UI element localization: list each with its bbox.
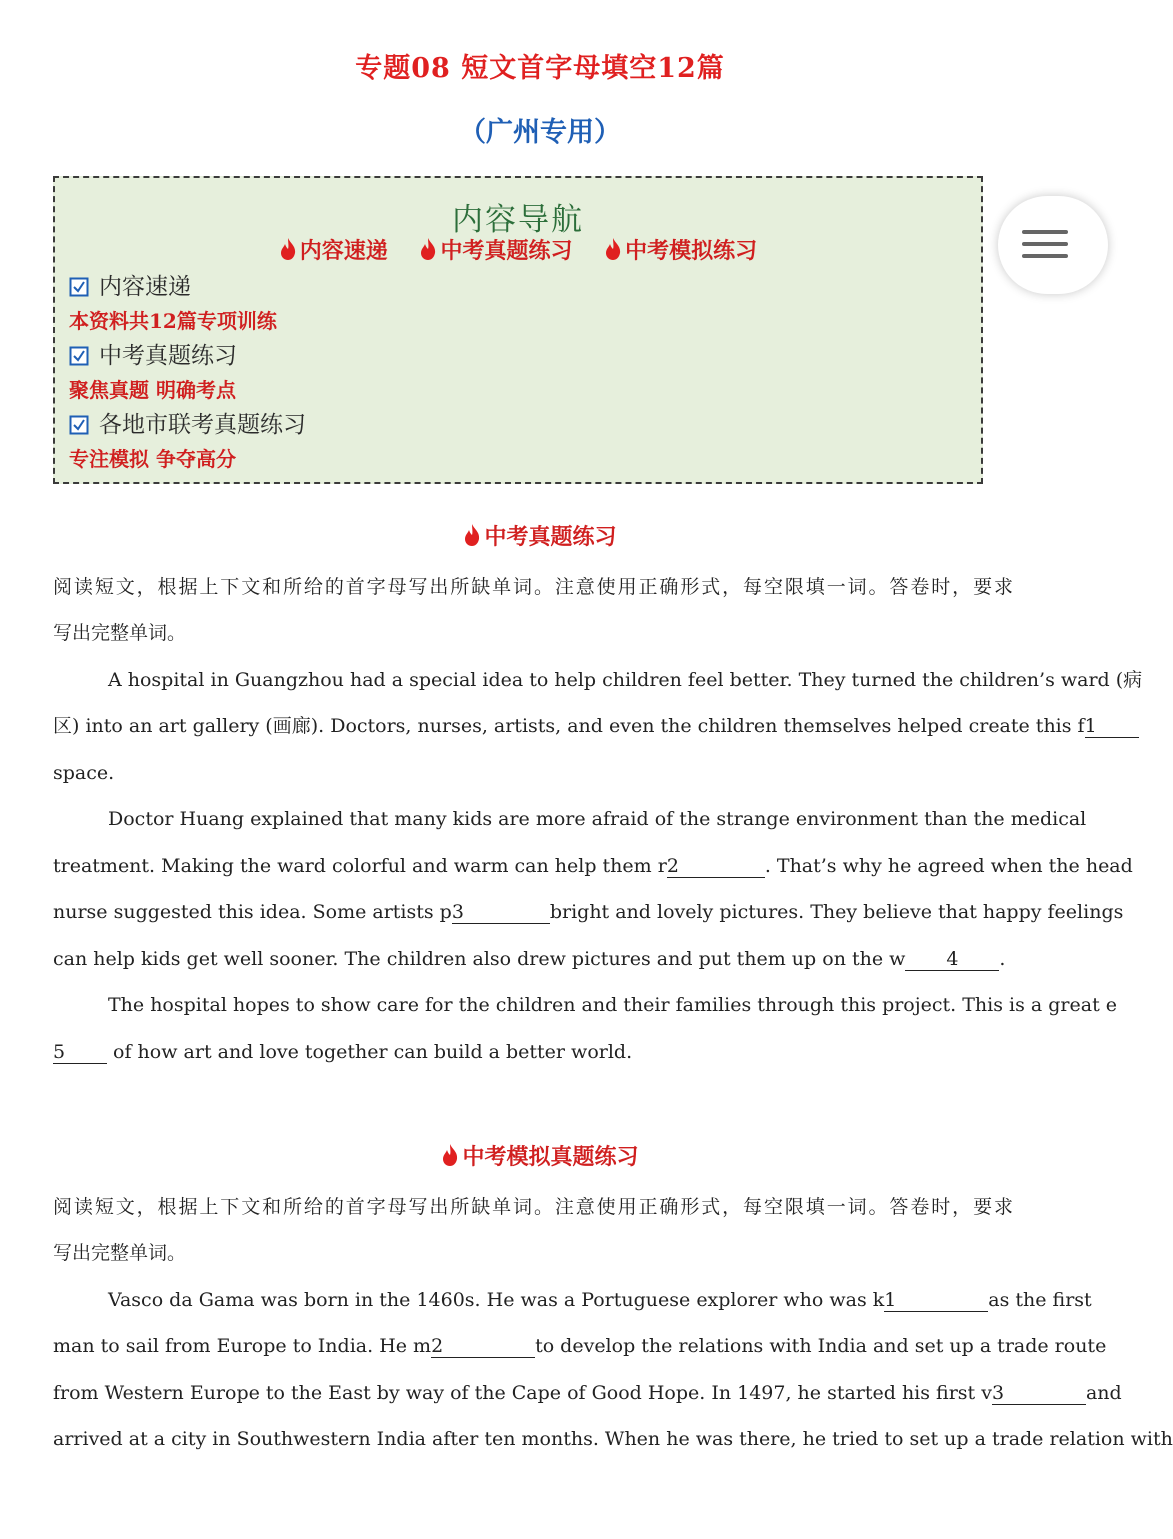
instruction-line: 写出完整单词。 bbox=[53, 1242, 187, 1264]
nav-section-sub: 专注模拟 争夺高分 bbox=[69, 447, 236, 471]
page-subtitle: （广州专用） bbox=[459, 117, 621, 148]
instruction-line: 阅读短文，根据上下文和所给的首字母写出所缺单词。注意使用正确形式，每空限填一词。答卷时，要求 bbox=[53, 1196, 1013, 1218]
passage-text: as the first bbox=[988, 1289, 1092, 1311]
passage-line bbox=[53, 1323, 1107, 1369]
passage-line bbox=[53, 936, 1013, 982]
answer-blank[interactable]: 5 bbox=[53, 1041, 107, 1064]
passage-text: of how art and love together can build a better world. bbox=[113, 1041, 633, 1063]
nav-heading: 内容导航 bbox=[452, 202, 584, 238]
passage-line: The hospital hopes to show care for the children and their families through this project. This is a great e bbox=[108, 994, 1117, 1016]
passage-text: treatment. Making the ward colorful and warm can help them r bbox=[53, 855, 667, 877]
passage-text: bright and lovely pictures. They believe that happy feelings bbox=[549, 901, 1124, 923]
nav-links bbox=[55, 234, 981, 265]
passage-text: . That’s why he agreed when the head bbox=[764, 855, 1133, 877]
checkbox-icon bbox=[69, 277, 89, 297]
nav-link-label: 内容速递 bbox=[299, 238, 388, 264]
section-title bbox=[0, 520, 1080, 551]
flame-icon bbox=[441, 1143, 459, 1167]
menu-icon-bar bbox=[1022, 242, 1068, 246]
checkbox-icon bbox=[69, 415, 89, 435]
passage-line bbox=[53, 889, 1124, 935]
page-title: 专题08 短文首字母填空12篇 bbox=[355, 53, 725, 84]
answer-blank[interactable]: 1 bbox=[1085, 715, 1139, 738]
instruction-line: 阅读短文，根据上下文和所给的首字母写出所缺单词。注意使用正确形式，每空限填一词。答卷时，要求 bbox=[53, 576, 1013, 598]
passage-line bbox=[108, 1277, 1092, 1323]
passage-line: arrived at a city in Southwestern India after ten months. When he was there, he tried to set up a trade relation with bbox=[53, 1428, 1173, 1450]
nav-link-real-exam[interactable] bbox=[419, 234, 572, 265]
answer-blank[interactable]: 4 bbox=[905, 948, 999, 971]
flame-icon bbox=[604, 237, 622, 261]
passage-line bbox=[53, 843, 1133, 889]
passage-line bbox=[53, 1370, 1122, 1416]
content-navigation-box bbox=[53, 176, 983, 484]
passage-line: A hospital in Guangzhou had a special idea to help children feel better. They turned the children’s ward (病 bbox=[108, 669, 1143, 691]
nav-link-content-express[interactable] bbox=[279, 234, 388, 265]
passage-text: . bbox=[999, 948, 1006, 970]
nav-link-label: 中考真题练习 bbox=[440, 238, 573, 264]
section-title-text: 中考模拟真题练习 bbox=[462, 1144, 639, 1170]
nav-section-sub: 本资料共12篇专项训练 bbox=[69, 309, 277, 333]
section-title bbox=[0, 1140, 1080, 1171]
passage-text: 区) into an art gallery (画廊). Doctors, nurses, artists, and even the children themselves helped create this f bbox=[53, 715, 1085, 737]
menu-icon-bar bbox=[1022, 254, 1068, 258]
passage-text: Vasco da Gama was born in the 1460s. He was a Portuguese explorer who was k bbox=[108, 1289, 885, 1311]
passage-text: nurse suggested this idea. Some artists p bbox=[53, 901, 452, 923]
checkbox-icon bbox=[69, 346, 89, 366]
passage-text: man to sail from Europe to India. He m bbox=[53, 1335, 432, 1357]
nav-section-label: 各地市联考真题练习 bbox=[99, 412, 306, 438]
nav-section-label: 中考真题练习 bbox=[99, 343, 237, 369]
answer-blank[interactable]: 3 bbox=[992, 1382, 1086, 1405]
nav-section-content-express[interactable] bbox=[69, 268, 191, 301]
passage-line: Doctor Huang explained that many kids are more afraid of the strange environment than the medical bbox=[108, 808, 1087, 830]
answer-blank[interactable]: 2 bbox=[431, 1335, 535, 1358]
nav-section-sub: 聚焦真题 明确考点 bbox=[69, 378, 236, 402]
passage-text: and bbox=[1085, 1382, 1122, 1404]
passage-text: from Western Europe to the East by way of the Cape of Good Hope. In 1497, he started his first v bbox=[53, 1382, 992, 1404]
flame-icon bbox=[279, 237, 297, 261]
answer-blank[interactable]: 2 bbox=[667, 855, 765, 878]
answer-blank[interactable]: 3 bbox=[452, 901, 550, 924]
nav-section-real-exam[interactable] bbox=[69, 337, 237, 370]
passage-text: to develop the relations with India and set up a trade route bbox=[535, 1335, 1107, 1357]
menu-button[interactable] bbox=[998, 196, 1108, 294]
passage-line: space. bbox=[53, 762, 115, 784]
menu-icon bbox=[1022, 230, 1068, 234]
nav-link-mock-exam[interactable] bbox=[604, 234, 757, 265]
nav-section-label: 内容速递 bbox=[99, 274, 191, 300]
passage-line bbox=[53, 1029, 1013, 1075]
answer-blank[interactable]: 1 bbox=[884, 1289, 988, 1312]
passage-text: can help kids get well sooner. The children also drew pictures and put them up on the w bbox=[53, 948, 906, 970]
nav-link-label: 中考模拟练习 bbox=[625, 238, 758, 264]
nav-section-joint-exam[interactable] bbox=[69, 406, 306, 439]
flame-icon bbox=[419, 237, 437, 261]
passage-line bbox=[53, 703, 1097, 749]
section-title-text: 中考真题练习 bbox=[484, 524, 617, 550]
flame-icon bbox=[463, 523, 481, 547]
instruction-line: 写出完整单词。 bbox=[53, 622, 187, 644]
